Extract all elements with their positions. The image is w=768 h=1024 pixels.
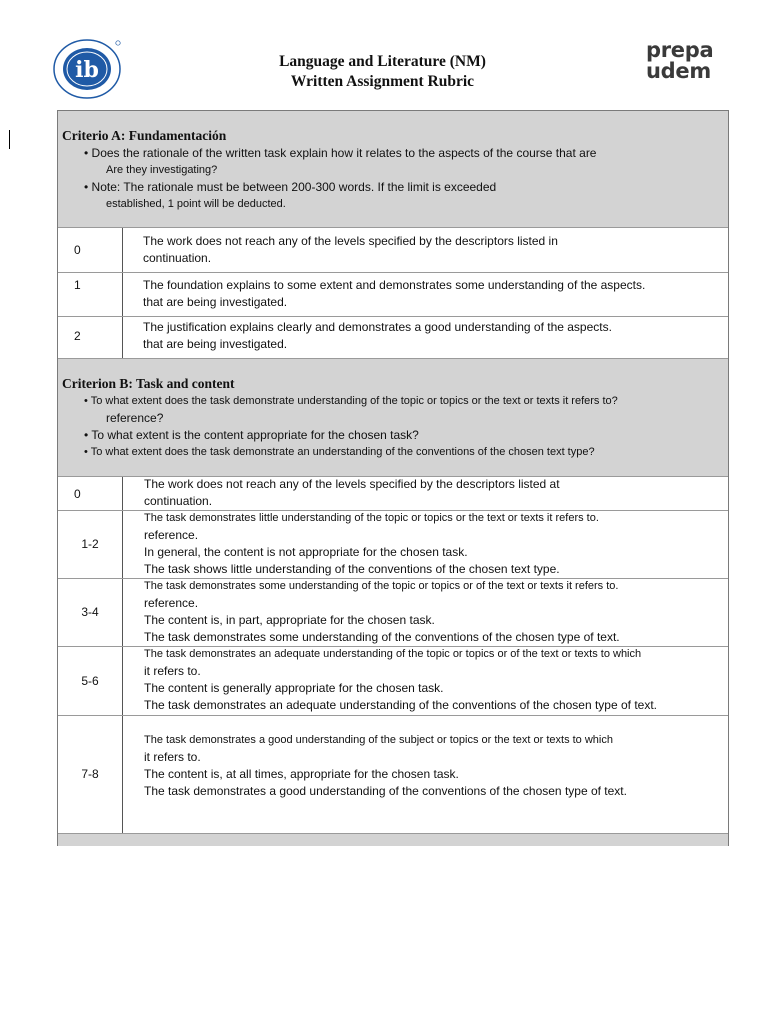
descriptor-line: The task shows little understanding of the conventions of the chosen text type. [144,562,560,576]
descriptor-line: The content is, at all times, appropriate for the chosen task. [144,767,459,781]
title-line-2: Written Assignment Rubric [290,73,475,90]
descriptor-line: that are being investigated. [143,337,288,351]
table-row [58,476,728,511]
table-row [58,227,728,273]
score-cell: 0 [74,487,81,501]
criterion-a-line: established, 1 point will be deducted. [106,198,286,210]
score-cell: 7-8 [81,767,99,781]
descriptor-line: continuation. [143,251,212,265]
descriptor-line: The task demonstrates some understanding of the topic or topics or of the text or texts it refers to. [144,580,619,592]
criterion-b-line: • To what extent does the task demonstrate understanding of the topic or topics or the text or texts it refers to? [84,395,618,407]
ib-logo-text: ib [75,57,99,83]
descriptor-line: The content is generally appropriate for the chosen task. [144,681,444,695]
score-cell: 5-6 [81,674,99,688]
table-row [58,272,728,317]
criterion-b-title: Criterion B: Task and content [62,376,235,391]
descriptor-line: reference. [144,596,199,610]
text-cursor [9,130,10,149]
table-row [58,715,728,834]
descriptor-line: The task demonstrates little understanding of the topic or topics or the text or texts it refers to. [144,512,599,524]
rubric-table [57,110,729,846]
descriptor-line: The foundation explains to some extent and demonstrates some understanding of the aspects. [143,278,646,292]
table-row [58,578,728,647]
ib-logo [52,38,122,100]
table-row [58,510,728,579]
descriptor-line: reference. [144,528,199,542]
descriptor-line: The task demonstrates a good understanding of the conventions of the chosen type of text. [144,784,627,798]
document-title [180,52,585,92]
descriptor-line: continuation. [144,494,213,508]
descriptor-line: it refers to. [144,750,201,764]
descriptor-line: The work does not reach any of the levels specified by the descriptors listed at [144,477,560,491]
criterion-b-line: • To what extent is the content appropriate for the chosen task? [84,428,419,442]
descriptor-line: The task demonstrates a good understanding of the subject or topics or the text or texts to which [144,734,613,746]
descriptor-line: The task demonstrates some understanding of the conventions of the chosen type of text. [144,630,620,644]
score-cell: 2 [74,329,81,343]
criterion-b-rows [58,476,728,833]
title-line-1: Language and Literature (NM) [279,53,486,70]
criterion-b-line: reference? [106,411,164,425]
prepa-logo-line1: prepa [646,38,714,62]
score-cell: 1-2 [81,537,99,551]
criterion-a-line: • Note: The rationale must be between 200-300 words. If the limit is exceeded [84,180,497,194]
descriptor-line: The content is, in part, appropriate for the chosen task. [144,613,435,627]
criterion-a-header [58,111,728,227]
prepa-logo-line2: udem [646,59,711,83]
criterion-b-header [58,358,728,477]
descriptor-line: The task demonstrates an adequate understanding of the topic or topics or of the text or texts to which [144,648,642,660]
score-cell: 1 [74,278,81,292]
criterion-a-rows [58,227,728,358]
criterion-a-line: • Does the rationale of the written task explain how it relates to the aspects of the course that are [84,146,597,160]
criterion-a-line: Are they investigating? [106,164,218,176]
descriptor-line: that are being investigated. [143,295,288,309]
prepa-udem-logo [646,40,726,82]
descriptor-line: In general, the content is not appropriate for the chosen task. [144,545,468,559]
table-footer-band [58,833,728,846]
score-cell: 3-4 [81,605,99,619]
descriptor-line: it refers to. [144,664,201,678]
criterion-b-line: • To what extent does the task demonstrate an understanding of the conventions of the chosen text type? [84,446,595,458]
descriptor-line: The task demonstrates an adequate understanding of the conventions of the chosen type of text. [144,698,658,712]
criterion-a-title: Criterio A: Fundamentación [62,128,227,143]
descriptor-line: The justification explains clearly and demonstrates a good understanding of the aspects. [143,320,612,334]
descriptor-line: The work does not reach any of the levels specified by the descriptors listed in [143,234,558,248]
table-row [58,316,728,359]
score-cell: 0 [74,243,81,257]
table-row [58,646,728,716]
